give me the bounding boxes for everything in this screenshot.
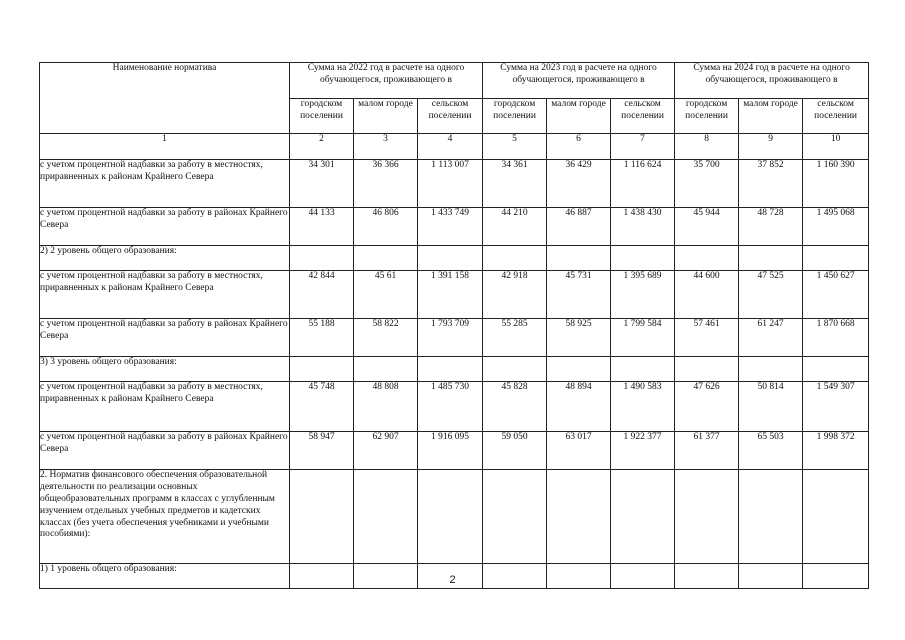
table-row <box>40 470 869 564</box>
value-cell: 1 395 689 <box>611 271 675 319</box>
value-cell: 34 301 <box>290 160 354 208</box>
row-name: с учетом процентной надбавки за работу в местностях, приравненных к районам Крайнего Севера <box>40 271 290 319</box>
value-cell: 1 495 068 <box>803 208 869 246</box>
value-cell: 45 731 <box>547 271 611 319</box>
row-name: 3) 3 уровень общего образования: <box>40 357 290 382</box>
value-cell: 42 918 <box>483 271 547 319</box>
value-cell: 65 503 <box>739 432 803 470</box>
value-cell: 42 844 <box>290 271 354 319</box>
value-cell: 58 947 <box>290 432 354 470</box>
value-cell: 1 549 307 <box>803 382 869 432</box>
value-cell: 1 438 430 <box>611 208 675 246</box>
column-number: 7 <box>611 134 675 160</box>
table-row <box>40 208 869 246</box>
value-cell: 48 894 <box>547 382 611 432</box>
value-cell: 47 626 <box>675 382 739 432</box>
value-cell <box>675 246 739 271</box>
value-cell <box>483 357 547 382</box>
value-cell: 57 461 <box>675 319 739 357</box>
table-row <box>40 160 869 208</box>
sub-header-small-town: малом городе <box>547 99 611 134</box>
sub-header-urban: городском поселении <box>483 99 547 134</box>
row-name: с учетом процентной надбавки за работу в районах Крайнего Севера <box>40 432 290 470</box>
value-cell: 48 728 <box>739 208 803 246</box>
value-cell: 63 017 <box>547 432 611 470</box>
value-cell: 1 799 584 <box>611 319 675 357</box>
value-cell: 1 113 007 <box>418 160 483 208</box>
value-cell: 44 600 <box>675 271 739 319</box>
row-name: 1) 1 уровень общего образования: <box>40 564 290 589</box>
value-cell <box>803 470 869 564</box>
value-cell <box>739 470 803 564</box>
value-cell: 1 485 730 <box>418 382 483 432</box>
row-name: 2. Норматив финансового обеспечения образовательной деятельности по реализации основных общеобразовательных программ в классах с углубленным изучением отдельных учебных предметов и кадетских классах (без учета обеспечения учебниками и учебными пособиями): <box>40 470 290 564</box>
header-row-years <box>40 63 869 99</box>
table-row <box>40 432 869 470</box>
value-cell <box>418 470 483 564</box>
value-cell: 44 210 <box>483 208 547 246</box>
column-number: 1 <box>40 134 290 160</box>
column-number: 2 <box>290 134 354 160</box>
row-name: с учетом процентной надбавки за работу в местностях, приравненных к районам Крайнего Севера <box>40 382 290 432</box>
value-cell: 35 700 <box>675 160 739 208</box>
sub-header-rural: сельском поселении <box>803 99 869 134</box>
value-cell: 58 822 <box>354 319 418 357</box>
name-column-header: Наименование норматива <box>40 63 290 134</box>
row-name: с учетом процентной надбавки за работу в местностях, приравненных к районам Крайнего Севера <box>40 160 290 208</box>
value-cell: 1 916 095 <box>418 432 483 470</box>
value-cell <box>290 357 354 382</box>
sub-header-urban: городском поселении <box>675 99 739 134</box>
value-cell: 1 391 158 <box>418 271 483 319</box>
value-cell: 1 450 627 <box>803 271 869 319</box>
value-cell: 1 490 583 <box>611 382 675 432</box>
value-cell: 1 160 390 <box>803 160 869 208</box>
value-cell: 62 907 <box>354 432 418 470</box>
value-cell: 1 433 749 <box>418 208 483 246</box>
value-cell: 36 429 <box>547 160 611 208</box>
value-cell: 45 748 <box>290 382 354 432</box>
value-cell <box>675 357 739 382</box>
value-cell <box>483 246 547 271</box>
value-cell <box>290 470 354 564</box>
value-cell: 55 285 <box>483 319 547 357</box>
column-number-row <box>40 134 869 160</box>
sub-header-small-town: малом городе <box>739 99 803 134</box>
value-cell: 48 808 <box>354 382 418 432</box>
year-2023-header: Сумма на 2023 год в расчете на одного обучающегося, проживающего в <box>483 63 675 99</box>
value-cell <box>675 470 739 564</box>
value-cell: 45 944 <box>675 208 739 246</box>
sub-header-small-town: малом городе <box>354 99 418 134</box>
value-cell: 44 133 <box>290 208 354 246</box>
value-cell: 61 247 <box>739 319 803 357</box>
value-cell <box>739 357 803 382</box>
sub-header-rural: сельском поселении <box>611 99 675 134</box>
value-cell: 46 887 <box>547 208 611 246</box>
value-cell <box>803 357 869 382</box>
normatives-table <box>39 62 869 589</box>
value-cell <box>354 357 418 382</box>
value-cell: 1 922 377 <box>611 432 675 470</box>
sub-header-urban: городском поселении <box>290 99 354 134</box>
value-cell <box>611 470 675 564</box>
table-row <box>40 357 869 382</box>
column-number: 4 <box>418 134 483 160</box>
value-cell: 45 828 <box>483 382 547 432</box>
value-cell: 59 050 <box>483 432 547 470</box>
column-number: 9 <box>739 134 803 160</box>
row-name: с учетом процентной надбавки за работу в районах Крайнего Севера <box>40 319 290 357</box>
row-name: 2) 2 уровень общего образования: <box>40 246 290 271</box>
value-cell: 1 998 372 <box>803 432 869 470</box>
column-number: 3 <box>354 134 418 160</box>
value-cell: 1 116 624 <box>611 160 675 208</box>
value-cell <box>547 246 611 271</box>
table-row <box>40 382 869 432</box>
value-cell: 45 61 <box>354 271 418 319</box>
value-cell <box>290 246 354 271</box>
value-cell <box>547 470 611 564</box>
year-2022-header: Сумма на 2022 год в расчете на одного обучающегося, проживающего в <box>290 63 483 99</box>
value-cell <box>354 470 418 564</box>
value-cell: 36 366 <box>354 160 418 208</box>
value-cell: 55 188 <box>290 319 354 357</box>
value-cell <box>611 246 675 271</box>
value-cell <box>418 357 483 382</box>
column-number: 10 <box>803 134 869 160</box>
row-name: с учетом процентной надбавки за работу в районах Крайнего Севера <box>40 208 290 246</box>
table-row <box>40 246 869 271</box>
table-row <box>40 319 869 357</box>
table-row <box>40 271 869 319</box>
value-cell <box>354 246 418 271</box>
value-cell <box>611 357 675 382</box>
column-number: 6 <box>547 134 611 160</box>
value-cell <box>483 470 547 564</box>
value-cell: 58 925 <box>547 319 611 357</box>
value-cell: 50 814 <box>739 382 803 432</box>
column-number: 8 <box>675 134 739 160</box>
value-cell: 47 525 <box>739 271 803 319</box>
value-cell: 1 870 668 <box>803 319 869 357</box>
value-cell <box>418 246 483 271</box>
value-cell: 61 377 <box>675 432 739 470</box>
value-cell <box>547 357 611 382</box>
column-number: 5 <box>483 134 547 160</box>
value-cell <box>803 246 869 271</box>
value-cell: 46 806 <box>354 208 418 246</box>
value-cell: 1 793 709 <box>418 319 483 357</box>
sub-header-rural: сельском поселении <box>418 99 483 134</box>
year-2024-header: Сумма на 2024 год в расчете на одного обучающегося, проживающего в <box>675 63 869 99</box>
page-number: 2 <box>449 574 456 586</box>
value-cell: 34 361 <box>483 160 547 208</box>
value-cell: 37 852 <box>739 160 803 208</box>
value-cell <box>739 246 803 271</box>
